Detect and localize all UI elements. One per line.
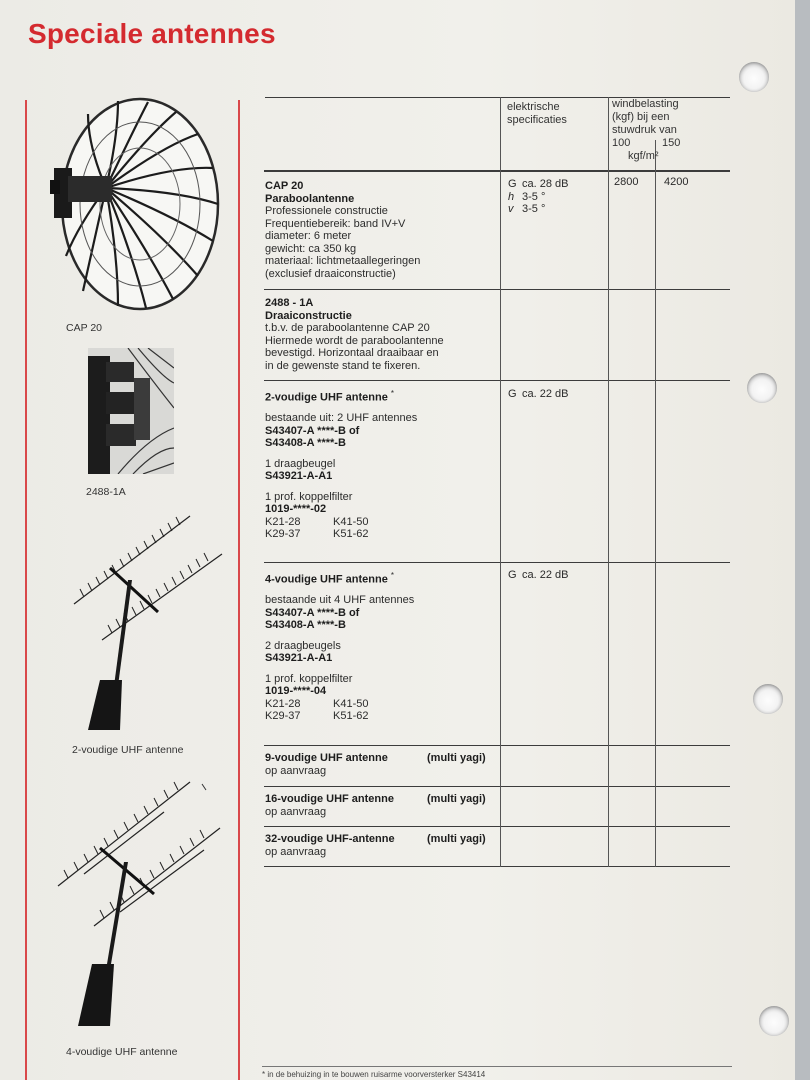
left-margin-rule xyxy=(25,100,27,1080)
header-specs: elektrische specificaties xyxy=(507,101,567,126)
header-wind-unit: kgf/m² xyxy=(628,150,659,162)
row-rule xyxy=(264,289,730,290)
footnote: * in de behuizing in te bouwen ruisarme voorversterker S43414 xyxy=(262,1070,486,1079)
col-rule xyxy=(608,97,609,867)
row-rule xyxy=(264,745,730,746)
row-uhf-9: 9-voudige UHF antenne (multi yagi) op aanvraag xyxy=(265,752,486,777)
row-subtitle: Paraboolantenne xyxy=(265,192,355,205)
row-subtitle: Draaiconstructie xyxy=(265,309,352,322)
header-wind: windbelasting (kgf) bij een stuwdruk van xyxy=(612,98,679,136)
row-title: 2-voudige UHF antenne xyxy=(265,391,391,404)
row-uhf-2: 2-voudige UHF antenne * bestaande uit: 2 UHF antennes S43407-A ****-B of S43408-A ****-B 1 draagbeugel S43921-A-A1 1 prof. koppelfilter 1019-****-02 K21-28 K41-50 K29-37 K51-62 xyxy=(265,389,418,541)
binder-hole xyxy=(747,373,777,403)
row-2488-1a: 2488 - 1A Draaiconstructie t.b.v. de paraboolantenne CAP 20 Hiermede wordt de paraboolantenne bevestigd. Horizontaal draaibaar en in de gewenste stand te fixeren. xyxy=(265,297,444,372)
row-rule xyxy=(264,562,730,563)
uhf-4-stack-illustration xyxy=(54,776,224,1030)
wind-100-cap20: 2800 xyxy=(614,176,639,188)
row-rule xyxy=(264,826,730,827)
row-title: CAP 20 xyxy=(265,180,304,192)
row-title: 2488 - 1A xyxy=(265,297,314,309)
background-edge xyxy=(795,0,810,1080)
table-bottom-rule xyxy=(264,866,730,867)
table-header-rule xyxy=(264,170,730,172)
caption-cap20: CAP 20 xyxy=(66,322,102,334)
binder-hole xyxy=(753,684,783,714)
caption-2-voudige: 2-voudige UHF antenne xyxy=(72,744,184,756)
uhf-2-stack-illustration xyxy=(70,508,230,734)
row-title: 16-voudige UHF antenne xyxy=(265,793,394,805)
row-rule xyxy=(264,380,730,381)
row-cap20: CAP 20 Paraboolantenne Professionele constructie Frequentiebereik: band IV+V diameter: 6 meter gewicht: ca 350 kg materiaal: lichtmetaallegeringen (exclusief draaiconstructie) xyxy=(265,180,421,280)
wind-150-cap20: 4200 xyxy=(664,176,689,188)
spec-uhf-2: G ca. 22 dB xyxy=(508,388,569,400)
header-wind-150: 150 xyxy=(662,137,681,149)
rotor-mount-photo xyxy=(88,348,174,474)
col-rule xyxy=(500,97,501,867)
row-title: 4-voudige UHF antenne xyxy=(265,573,391,586)
parabolic-dish-illustration xyxy=(48,96,220,312)
row-rule xyxy=(264,786,730,787)
row-uhf-32: 32-voudige UHF-antenne (multi yagi) op aanvraag xyxy=(265,833,486,858)
column-divider-rule xyxy=(238,100,240,1080)
binder-hole xyxy=(759,1006,789,1036)
row-title: 9-voudige UHF antenne xyxy=(265,752,388,764)
spec-uhf-4: G ca. 22 dB xyxy=(508,569,569,581)
binder-hole xyxy=(739,62,769,92)
spec-cap20: G ca. 28 dB h 3-5 ° v 3-5 ° xyxy=(508,178,569,215)
page-title: Speciale antennes xyxy=(28,18,276,49)
footnote-rule xyxy=(262,1066,732,1067)
caption-2488-1a: 2488-1A xyxy=(86,486,126,498)
caption-4-voudige: 4-voudige UHF antenne xyxy=(66,1046,178,1058)
header-wind-100: 100 xyxy=(612,137,631,149)
row-uhf-4: 4-voudige UHF antenne * bestaande uit 4 UHF antennes S43407-A ****-B of S43408-A ****-B 2 draagbeugels S43921-A-A1 1 prof. koppelfilter 1019-****-04 K21-28 K41-50 K29-37 K51-62 xyxy=(265,571,415,723)
col-rule xyxy=(655,140,656,867)
row-uhf-16: 16-voudige UHF antenne (multi yagi) op aanvraag xyxy=(265,793,486,818)
row-title: 32-voudige UHF-antenne xyxy=(265,833,395,845)
